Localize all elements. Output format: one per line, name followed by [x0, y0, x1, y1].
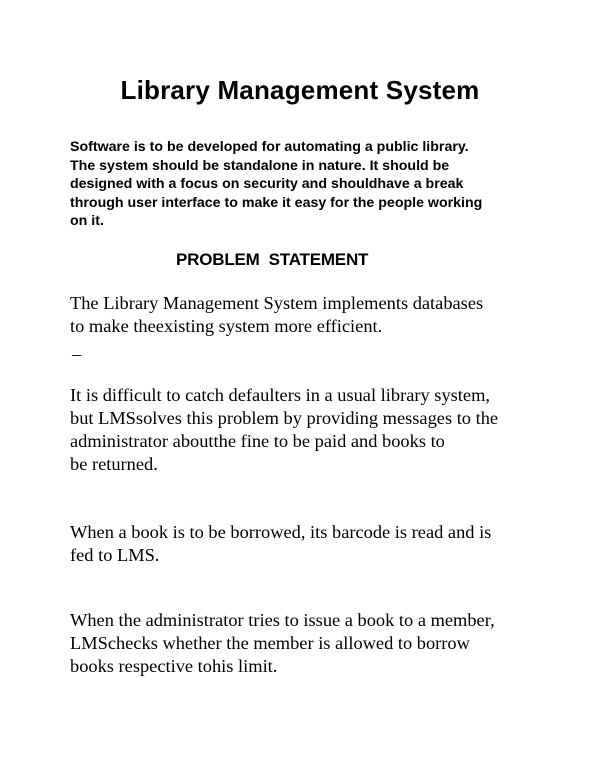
paragraph-line: It is difficult to catch defaulters in a usual library system, [70, 385, 490, 405]
intro-line: on it. [70, 213, 104, 229]
paragraph-issue-book [70, 609, 495, 678]
intro-line: designed with a focus on security and shouldhave a break [70, 176, 464, 192]
paragraph-line: When the administrator tries to issue a book to a member, [70, 610, 495, 630]
paragraph-line: books respective tohis limit. [70, 656, 278, 676]
paragraph-defaulters [70, 384, 498, 476]
paragraph-line: fed to LMS. [70, 545, 160, 565]
paragraph-line: to make theexisting system more efficient. [70, 316, 383, 336]
section-heading: PROBLEM STATEMENT [176, 250, 369, 269]
paragraph-line: but LMSsolves this problem by providing messages to the [70, 408, 499, 428]
intro-paragraph [70, 138, 540, 231]
paragraph-line: LMSchecks whether the member is allowed to borrow [70, 633, 470, 653]
document-title: Library Management System [120, 75, 480, 105]
paragraph-line: The Library Management System implements databases [70, 293, 484, 313]
paragraph-barcode [70, 521, 491, 567]
intro-line: through user interface to make it easy for the people working [70, 194, 483, 211]
paragraph-line: – [72, 344, 82, 364]
paragraph-databases [70, 292, 483, 338]
intro-line: Software is to be developed for automating a public library. [70, 139, 469, 155]
paragraph-line: be returned. [70, 454, 158, 474]
paragraph-line: administrator aboutthe fine to be paid and books to [70, 431, 445, 451]
paragraph-line: When a book is to be borrowed, its barcode is read and is [70, 522, 492, 542]
intro-line: The system should be standalone in nature. It should be [70, 157, 450, 174]
dash-separator [72, 343, 81, 366]
